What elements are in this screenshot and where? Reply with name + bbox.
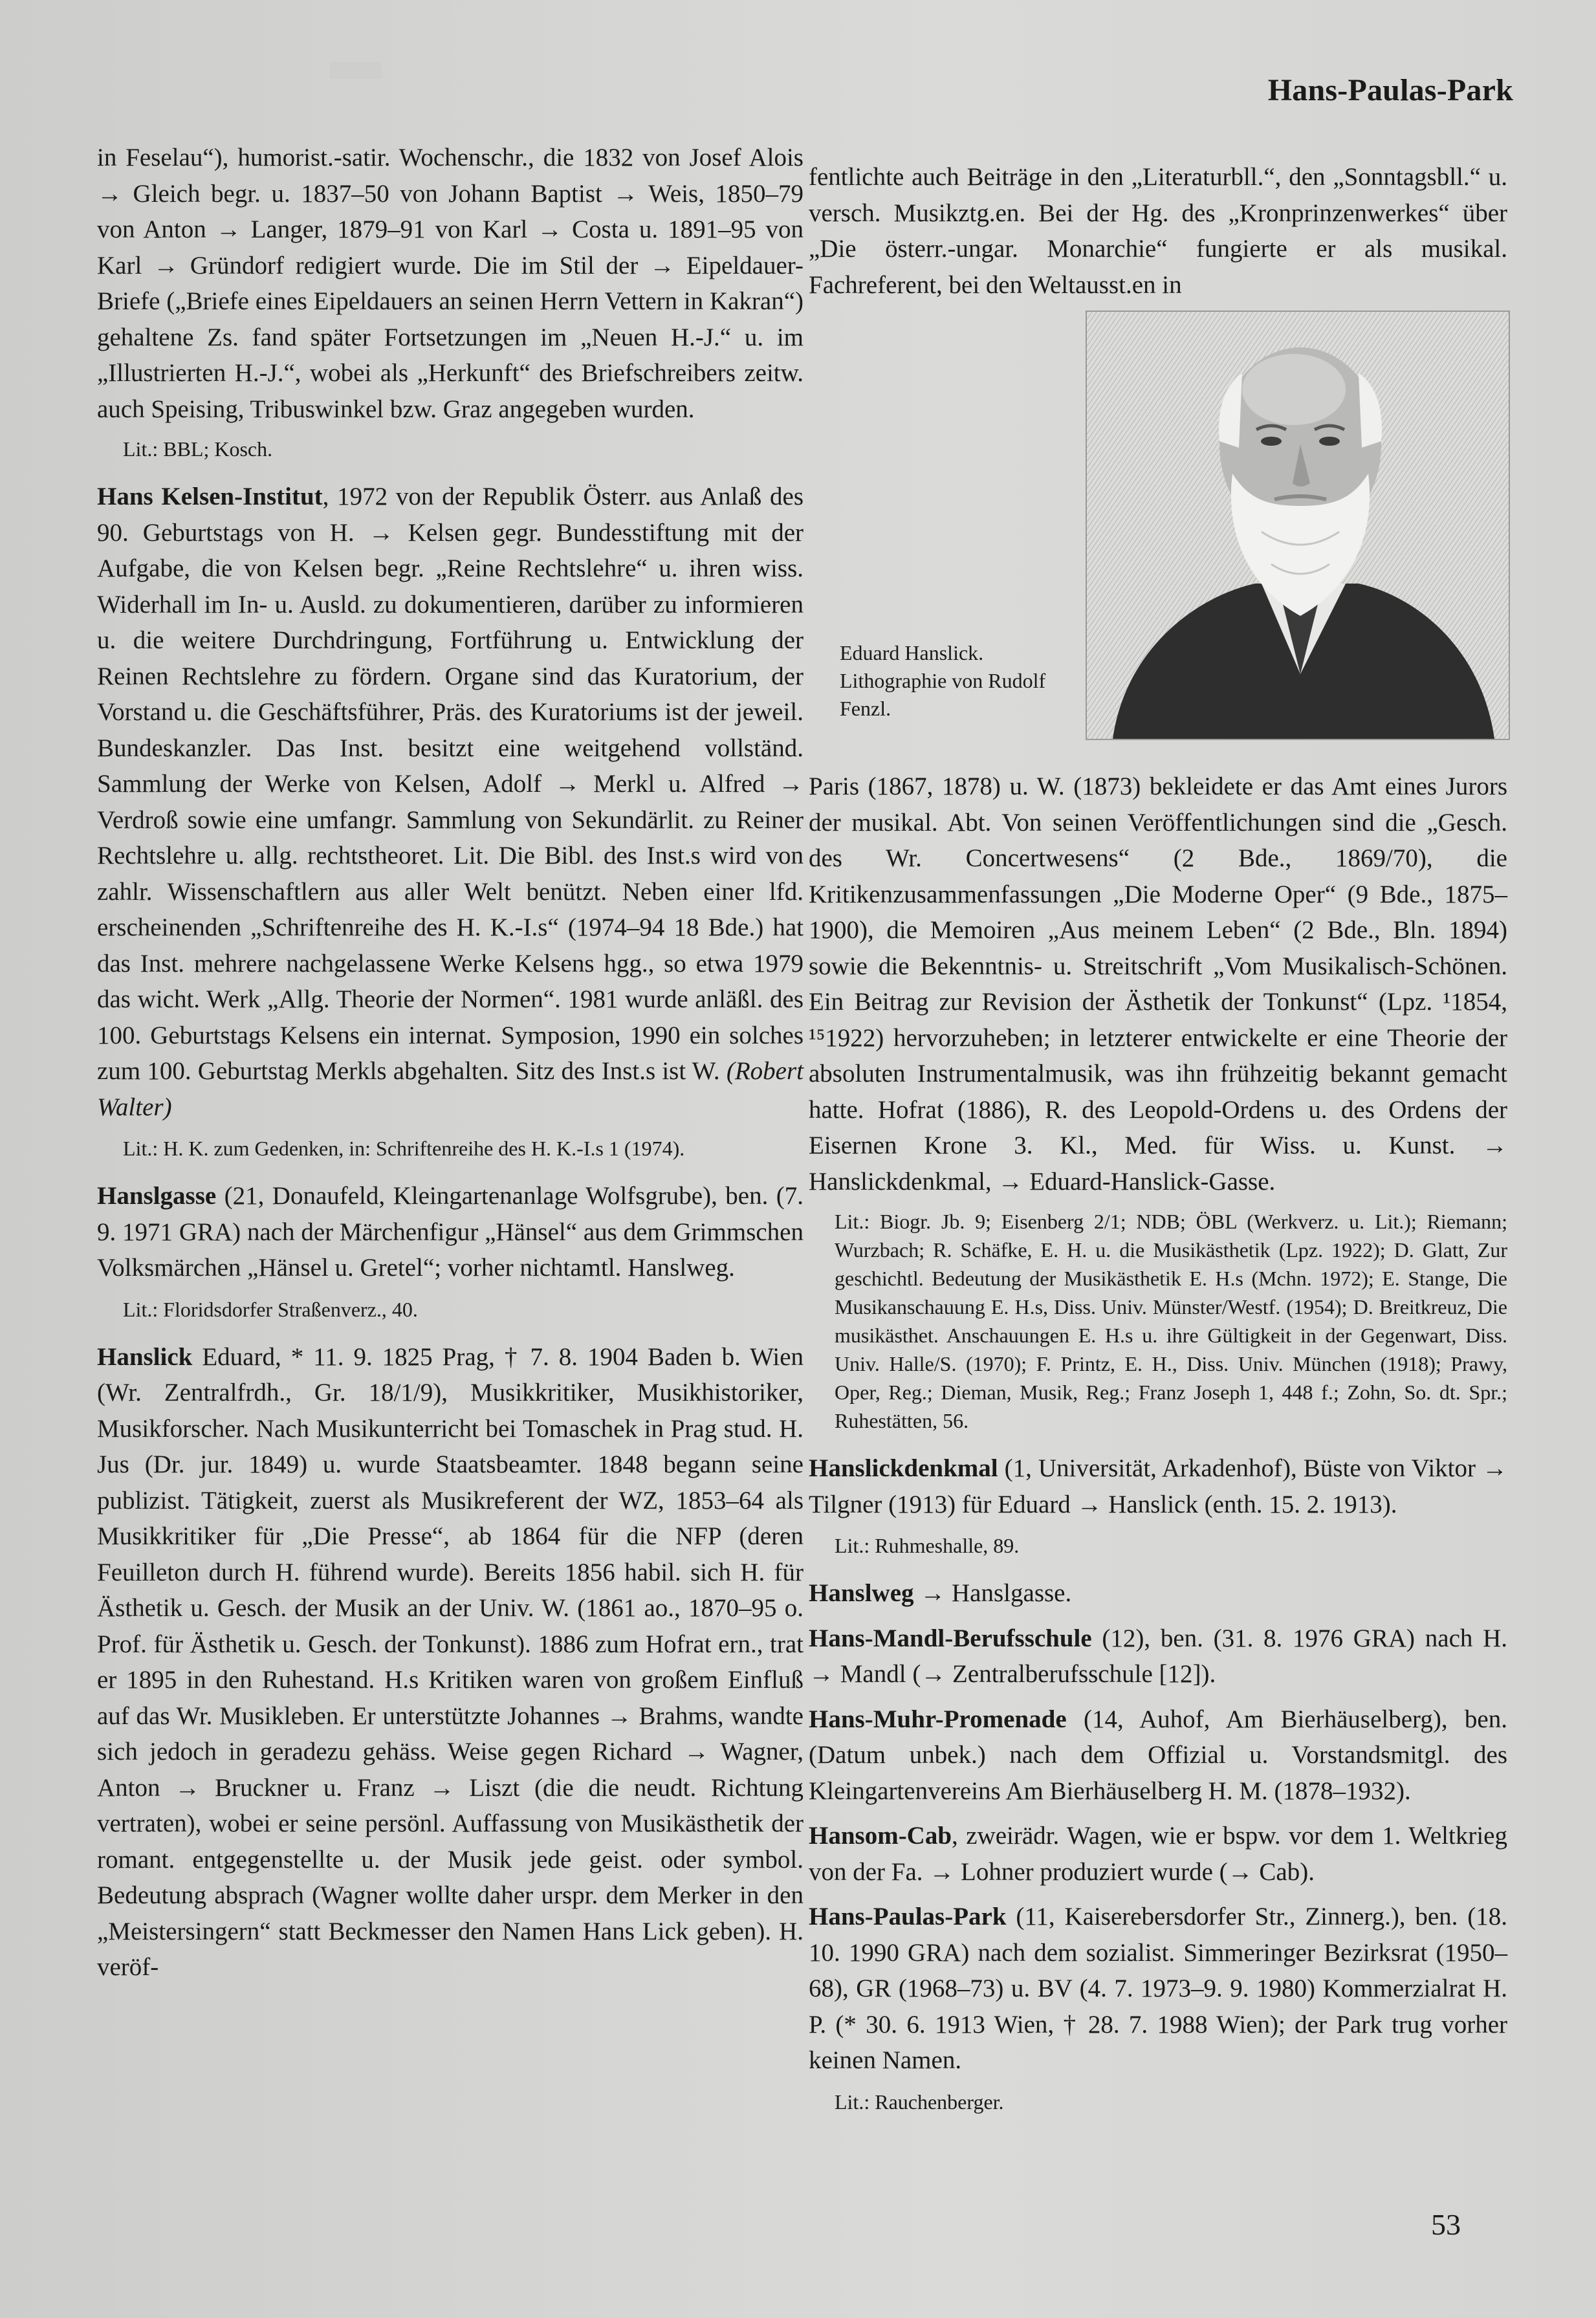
lexicon-entry (809, 1575, 1507, 1612)
lexicon-entry (809, 1899, 1507, 2079)
entry-text: (14, Auhof, Am Bierhäuselberg), ben. (Datum unbek.) nach dem Offizial u. Vorstandsmitgl. des Kleingartenvereins Am Bierhäuselberg H. M. (1878–1932). (809, 1705, 1507, 1805)
literature-reference: Lit.: H. K. zum Gedenken, in: Schriftenreihe des H. K.-I.s 1 (1974). (123, 1137, 685, 1160)
lexicon-entry (97, 1339, 803, 1985)
entry-author: (Robert Walter) (97, 1057, 803, 1121)
entry-headword: Hanslweg (809, 1579, 914, 1607)
continued-text: Paris (1867, 1878) u. W. (1873) bekleidete er das Amt eines Jurors der musikal. Abt. Von seinen Veröffentlichungen sind die „Gesch. des Wr. Concertwesens“ (2 Bde., 1869/70), die Kritikenzusammenfassungen „Die Moderne Oper“ (9 Bde., 1875–1900), die Memoiren „Aus meinem Leben“ (2 Bde., Bln. 1894) sowie die Bekenntnis- u. Streitschrift „Vom Musikalisch-Schönen. Ein Beitrag zur Revision der Ästhetik der Tonkunst“ (Lpz. ¹1854, ¹⁵1922) hervorzuheben; in letzterer entwickelte er eine Theorie der absoluten Instrumentalmusik, was ihn frühzeitig bekannt gemacht hatte. Hofrat (1886), R. des Leopold-Ordens u. des Ordens der Eisernen Krone 3. Kl., Med. für Wiss. u. Kunst. → Hanslickdenkmal, → Eduard-Hanslick-Gasse. (809, 772, 1507, 1196)
lexicon-entry (809, 1701, 1507, 1810)
continued-text: fentlichte auch Beiträge in den „Literaturbll.“, den „Sonntagsbll.“ u. versch. Musikztg.en. Bei der Hg. des „Kronprinzenwerkes“ über „Die österr.-ungar. Monarchie“ fungierte er als musikal. Fachreferent, bei den Weltausst.en in (809, 163, 1507, 299)
entry-headword: Hans Kelsen-Institut (97, 483, 323, 510)
literature-reference: Lit.: Floridsdorfer Straßenverz., 40. (123, 1297, 418, 1321)
lexicon-entry (97, 479, 803, 1125)
figure (809, 311, 1507, 757)
figure-caption: Eduard Hanslick. Lithographie von Rudolf Fenzl. (840, 641, 1046, 720)
lexicon-entry (97, 1178, 803, 1286)
portrait-image (1086, 311, 1510, 740)
lexicon-entry (809, 1450, 1507, 1522)
entry-headword: Hans-Muhr-Promenade (809, 1705, 1067, 1733)
print-smudge (330, 62, 382, 79)
entry-text: (1, Universität, Arkadenhof), Büste von Viktor → Tilgner (1913) für Eduard → Hanslick (enth. 15. 2. 1913). (809, 1454, 1507, 1518)
entry-text: , zweirädr. Wagen, wie er bspw. vor dem 1. Weltkrieg von der Fa. → Lohner produziert wurde (→ Cab). (809, 1822, 1507, 1886)
lexicon-entry (809, 1818, 1507, 1890)
continued-text: in Feselau“), humorist.-satir. Wochenschr., die 1832 von Josef Alois → Gleich begr. u. 1837–50 von Johann Baptist → Weis, 1850–79 von Anton → Langer, 1879–91 von Karl → Costa u. 1891–95 von Karl → Gründorf redigiert wurde. Die im Stil der → Eipeldauer-Briefe („Briefe eines Eipeldauers an seinen Herrn Vettern in Kakran“) gehaltene Zs. fand später Fortsetzungen im „Neuen H.-J.“ u. im „Illustrierten H.-J.“, wobei als „Herkunft“ des Briefschreibers zeitw. auch Speising, Tribuswinkel bzw. Graz angegeben wurden. (97, 144, 803, 423)
entry-text: → Hanslgasse. (913, 1579, 1072, 1607)
running-head: Hans-Paulas-Park (1267, 73, 1513, 107)
literature-reference: Lit.: BBL; Kosch. (123, 437, 273, 461)
entry-headword: Hans-Paulas-Park (809, 1903, 1007, 1930)
entry-text: Eduard, * 11. 9. 1825 Prag, † 7. 8. 1904 Baden b. Wien (Wr. Zentralfrdh., Gr. 18/1/9), Musikkritiker, Musikhistoriker, Musikforscher. Nach Musikunterricht bei Tomaschek in Prag stud. H. Jus (Dr. jur. 1849) u. wurde Staatsbeamter. 1848 begann seine publizist. Tätigkeit, zuerst als Musikreferent der WZ, 1853–64 als Musikkritiker für „Die Presse“, ab 1864 für die NFP (deren Feuilleton durch H. führend wurde). Bereits 1856 habil. sich H. für Ästhetik u. Gesch. der Musik an der Univ. W. (1861 ao., 1870–95 o. Prof. für Ästhetik u. Gesch. der Tonkunst). 1886 zum Hofrat ern., trat er 1895 in den Ruhestand. H.s Kritiken waren von großem Einfluß auf das Wr. Musikleben. Er unterstützte Johannes → Brahms, wandte sich jedoch in geradezu gehäss. Weise gegen Richard → Wagner, Anton → Bruckner u. Franz → Liszt (die die neudt. Richtung vertraten), wobei er seine persönl. Auffassung von Musikästhetik der romant. entgegenstellte u. der Musik jede geist. oder symbol. Bedeutung absprach (Wagner wollte daher urspr. dem Merker in den „Meistersingern“ statt Beckmesser den Namen Hans Lick geben). H. veröf- (97, 1342, 803, 1981)
right-column (809, 159, 1507, 2132)
entry-headword: Hans-Mandl-Berufsschule (809, 1624, 1092, 1652)
entry-text: (21, Donaufeld, Kleingartenanlage Wolfsgrube), ben. (7. 9. 1971 GRA) nach der Märchenfigur „Hänsel“ aus dem Grimmschen Volksmärchen „Hänsel u. Gretel“; vorher nichtamtl. Hanslweg. (97, 1182, 803, 1282)
literature-reference: Lit.: Ruhmeshalle, 89. (835, 1534, 1020, 1557)
entry-text: (11, Kaiserebersdorfer Str., Zinnerg.), ben. (18. 10. 1990 GRA) nach dem sozialist. Simmeringer Bezirksrat (1950–68), GR (1968–73) u. BV (4. 7. 1973–9. 9. 1980) Kommerzialrat H. P. (* 30. 6. 1913 Wien, † 28. 7. 1988 Wien); der Park trug vorher keinen Namen. (809, 1903, 1507, 2074)
page-number: 53 (1431, 2208, 1461, 2241)
entry-text: (12), ben. (31. 8. 1976 GRA) nach H. → Mandl (→ Zentralberufsschule [12]). (809, 1624, 1507, 1688)
entry-headword: Hanslick (97, 1342, 193, 1371)
entry-headword: Hanslgasse (97, 1182, 217, 1210)
portrait-lithograph (1087, 312, 1509, 739)
left-column (97, 140, 803, 1995)
literature-reference: Lit.: Rauchenberger. (835, 2090, 1004, 2114)
entry-text: , 1972 von der Republik Österr. aus Anlaß des 90. Geburtstags von H. → Kelsen gegr. Bundesstiftung mit der Aufgabe, die von Kelsen begr. „Reine Rechtslehre“ u. ihren wiss. Widerhall im In- u. Ausld. zu dokumentieren, darüber zu informieren u. die weitere Durchdringung, Fortführung u. Entwicklung der Reinen Rechtslehre zu fördern. Organe sind das Kuratorium, der Vorstand u. die Geschäftsführer, Präs. des Kuratoriums ist der jeweil. Bundeskanzler. Das Inst. besitzt eine weitgehend vollständ. Sammlung der Werke von Kelsen, Adolf → Merkl u. Alfred → Verdroß sowie eine umfangr. Sammlung von Sekundärlit. zu Reiner Rechtslehre u. allg. rechtstheoret. Lit. Die Bibl. des Inst.s wird von zahlr. Wissenschaftlern aus aller Welt benützt. Neben einer lfd. erscheinenden „Schriftenreihe des H. K.-I.s“ (1974–94 18 Bde.) hat das Inst. mehrere nachgelassene Werke Kelsens hgg., so etwa 1979 das wicht. Werk „Allg. Theorie der Normen“. 1981 wurde anläßl. des 100. Geburtstags Kelsens ein internat. Symposion, 1990 ein solches zum 100. Geburtstag Merkls abgehalten. Sitz des Inst.s ist W. (97, 483, 804, 1085)
entry-headword: Hanslickdenkmal (809, 1454, 998, 1482)
lexicon-entry (809, 1621, 1507, 1692)
literature-reference: Lit.: Biogr. Jb. 9; Eisenberg 2/1; NDB; ÖBL (Werkverz. u. Lit.); Riemann; Wurzbach; R. Schäfke, E. H. u. die Musikästhetik (Lpz. 1922); D. Glatt, Zur geschichtl. Bedeutung der Musikästhetik E. H.s (Mchn. 1972); E. Stange, Die Musikanschauung E. H.s, Diss. Univ. Münster/Westf. (1954); D. Breitkreuz, Die musikästhet. Anschauungen E. H.s u. ihre Gültigkeit in der Gegenwart, Diss. Univ. Halle/S. (1970); F. Printz, E. H., Diss. Univ. München (1918); Prawy, Oper, Reg.; Dieman, Musik, Reg.; Franz Joseph 1, 448 f.; Zohn, So. dt. Spr.; Ruhestätten, 56. (835, 1210, 1507, 1432)
entry-headword: Hansom-Cab (809, 1822, 952, 1850)
